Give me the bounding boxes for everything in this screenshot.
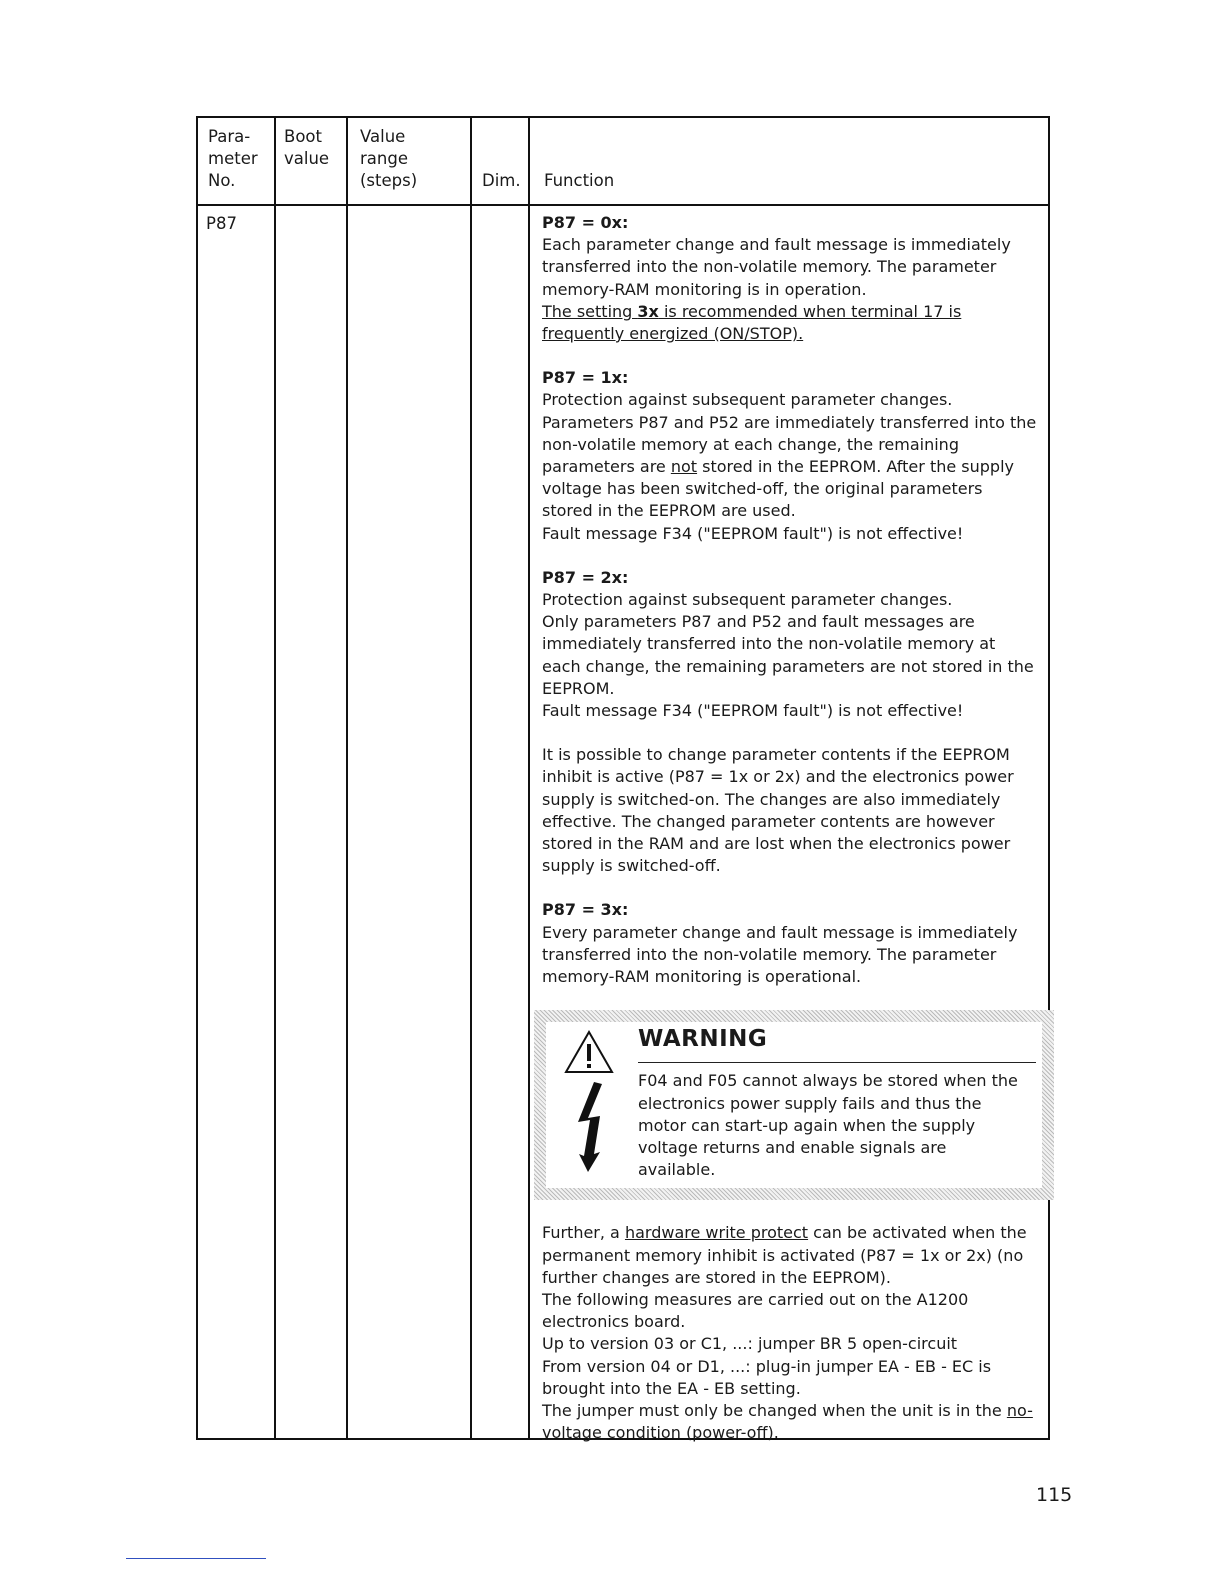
text-line	[542, 833, 1042, 855]
header-line: Boot	[284, 127, 322, 146]
text-segment: Parameters P87 and P52 are immediately transferred into the	[542, 412, 1037, 432]
text-segment: transferred into the non-volatile memory. The parameter	[542, 944, 997, 964]
text-segment: Every parameter change and fault message is immediately	[542, 922, 1018, 942]
text-line	[542, 212, 1042, 234]
underlined-text: is recommended when terminal 17 is	[658, 301, 962, 321]
header-line: No.	[208, 171, 236, 190]
write-protect-paragraph	[542, 1222, 1042, 1444]
warning-triangle-icon	[564, 1030, 614, 1074]
text-segment: Up to version 03 or C1, ...: jumper BR 5 open-circuit	[542, 1334, 958, 1354]
header-parameter-no	[208, 126, 258, 192]
text-segment: voltage has been switched-off, the original parameters	[542, 479, 983, 499]
parameter-number: P87	[206, 214, 237, 233]
text-line	[542, 389, 1042, 411]
text-line	[542, 301, 1042, 323]
text-segment: transferred into the non-volatile memory. The parameter	[542, 257, 997, 277]
column-divider	[346, 118, 348, 1438]
text-line	[542, 1267, 1042, 1289]
text-line	[542, 367, 1042, 389]
text-line	[542, 922, 1042, 944]
warning-line: F04 and F05 cannot always be stored when the	[638, 1071, 1018, 1091]
text-segment: stored in the EEPROM. After the supply	[697, 457, 1014, 477]
function-paragraph	[542, 744, 1042, 877]
header-line: Para-	[208, 127, 251, 146]
underlined-text: no-	[1006, 1400, 1033, 1420]
text-segment: The following measures are carried out on the A1200	[542, 1289, 969, 1309]
text-segment: parameters are	[542, 457, 671, 477]
text-segment: memory-RAM monitoring is in operation.	[542, 279, 867, 299]
text-line	[542, 744, 1042, 766]
text-line	[542, 567, 1042, 589]
text-line	[542, 456, 1042, 478]
text-line	[542, 899, 1042, 921]
underlined-text: hardware write protect	[624, 1223, 809, 1243]
text-line	[542, 1333, 1042, 1355]
text-segment: brought into the EA - EB setting.	[542, 1378, 801, 1398]
text-line	[542, 700, 1042, 722]
text-segment: condition (power-off).	[606, 1423, 779, 1443]
text-line	[542, 434, 1042, 456]
header-divider	[198, 204, 1048, 206]
text-line	[542, 279, 1042, 301]
header-line: range	[360, 149, 408, 168]
text-segment: Fault message F34 ("EEPROM fault") is not effective!	[542, 701, 964, 721]
text-segment: can be activated when the	[808, 1223, 1027, 1243]
underlined-text: frequently energized (ON/STOP).	[542, 324, 804, 344]
text-segment: inhibit is active (P87 = 1x or 2x) and the electronics power	[542, 767, 1014, 787]
text-segment: It is possible to change parameter contents if the EEPROM	[542, 745, 1010, 765]
setting-heading: P87 = 0x:	[542, 213, 629, 232]
underlined-bold-text: 3x	[637, 301, 659, 321]
text-segment: Protection against subsequent parameter changes.	[542, 390, 953, 410]
function-paragraph	[542, 567, 1042, 722]
warning-title: WARNING	[638, 1026, 768, 1053]
setting-heading: P87 = 2x:	[542, 567, 629, 587]
warning-rule	[638, 1062, 1036, 1063]
header-dim: Dim.	[482, 171, 521, 190]
header-boot-value	[284, 126, 329, 170]
text-line	[542, 500, 1042, 522]
text-line	[542, 1289, 1042, 1311]
text-segment: effective. The changed parameter contents are however	[542, 811, 995, 831]
text-line	[542, 766, 1042, 788]
text-line	[542, 1400, 1042, 1422]
text-segment: Only parameters P87 and P52 and fault messages are	[542, 612, 975, 632]
text-line	[542, 966, 1042, 988]
text-segment: stored in the EEPROM are used.	[542, 501, 796, 521]
text-segment: further changes are stored in the EEPROM).	[542, 1267, 891, 1287]
text-segment: electronics board.	[542, 1312, 686, 1332]
text-line	[542, 323, 1042, 345]
function-description	[542, 212, 1042, 1444]
text-segment: EEPROM.	[542, 678, 615, 698]
column-divider	[274, 118, 276, 1438]
underlined-text: The setting	[542, 301, 638, 321]
header-function: Function	[544, 171, 615, 190]
text-line	[542, 1311, 1042, 1333]
warning-line: electronics power supply fails and thus the	[638, 1093, 982, 1113]
footer-rule	[126, 1558, 266, 1559]
function-paragraph	[542, 212, 1042, 345]
setting-heading: P87 = 3x:	[542, 900, 629, 920]
text-segment: The jumper must only be changed when the unit is in the	[542, 1400, 1007, 1420]
header-line: meter	[208, 149, 258, 168]
column-divider	[470, 118, 472, 1438]
text-line	[542, 1245, 1042, 1267]
high-voltage-bolt-icon	[576, 1082, 606, 1172]
text-line	[542, 811, 1042, 833]
text-line	[542, 589, 1042, 611]
header-line: Value	[360, 127, 406, 146]
text-segment: Each parameter change and fault message is immediately	[542, 235, 1011, 255]
text-line	[542, 1356, 1042, 1378]
text-line	[542, 944, 1042, 966]
parameter-table	[196, 116, 1050, 1443]
text-segment: each change, the remaining parameters are not stored in the	[542, 656, 1034, 676]
text-segment: From version 04 or D1, ...: plug-in jumper EA - EB - EC is	[542, 1356, 992, 1376]
text-line	[542, 678, 1042, 700]
warning-line: voltage returns and enable signals are	[638, 1137, 947, 1157]
warning-box	[534, 1010, 1054, 1200]
text-segment: supply is switched-off.	[542, 856, 721, 876]
text-segment: stored in the RAM and are lost when the electronics power	[542, 834, 1011, 854]
column-divider	[528, 118, 530, 1438]
text-line	[542, 523, 1042, 545]
text-segment: non-volatile memory at each change, the remaining	[542, 434, 959, 454]
underlined-text: voltage	[542, 1423, 607, 1443]
page-number: 115	[1036, 1484, 1073, 1506]
setting-heading: P87 = 1x:	[542, 368, 629, 388]
text-line	[542, 234, 1042, 256]
text-line	[542, 633, 1042, 655]
text-segment: Protection against subsequent parameter changes.	[542, 590, 953, 610]
text-segment: immediately transferred into the non-volatile memory at	[542, 634, 996, 654]
text-segment: memory-RAM monitoring is operational.	[542, 967, 862, 987]
header-value-range	[360, 126, 417, 192]
function-paragraph	[542, 899, 1042, 988]
text-line	[542, 412, 1042, 434]
text-segment: supply is switched-on. The changes are also immediately	[542, 789, 1001, 809]
text-line	[542, 656, 1042, 678]
underlined-text: not	[670, 457, 698, 477]
text-line	[542, 1422, 1042, 1444]
text-line	[542, 1378, 1042, 1400]
text-segment: permanent memory inhibit is activated (P87 = 1x or 2x) (no	[542, 1245, 1024, 1265]
text-line	[542, 611, 1042, 633]
text-segment: Further, a	[542, 1223, 625, 1243]
text-line	[542, 855, 1042, 877]
warning-text	[638, 1070, 1018, 1181]
header-line: (steps)	[360, 171, 418, 190]
text-line	[542, 256, 1042, 278]
function-paragraph	[542, 367, 1042, 545]
text-line	[542, 789, 1042, 811]
warning-line: motor can start-up again when the supply	[638, 1115, 976, 1135]
header-line: value	[284, 149, 330, 168]
text-segment: Fault message F34 ("EEPROM fault") is not effective!	[542, 523, 964, 543]
warning-line: available.	[638, 1160, 716, 1180]
text-line	[542, 1222, 1042, 1244]
text-line	[542, 478, 1042, 500]
